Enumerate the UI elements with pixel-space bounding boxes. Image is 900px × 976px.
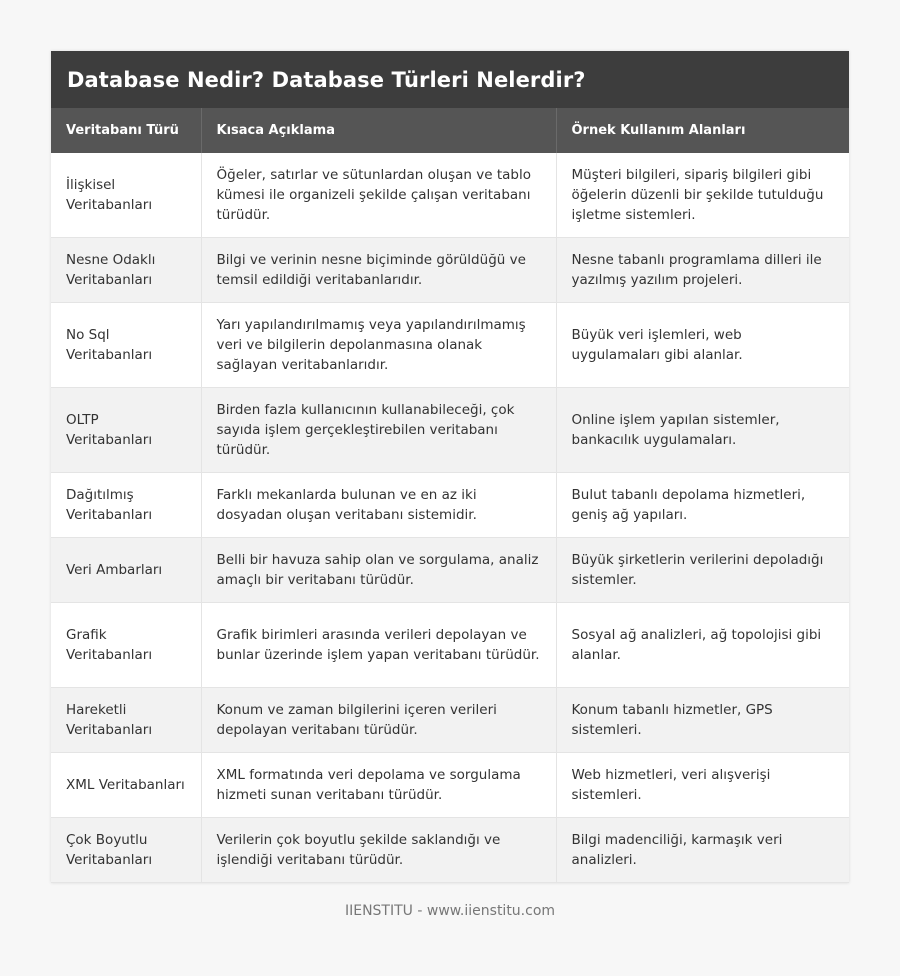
cell-description: Yarı yapılandırılmamış veya yapılandırılmamış veri ve bilgilerin depolanmasına olanak sağlayan veritabanlarıdır. <box>201 303 556 388</box>
cell-description: Öğeler, satırlar ve sütunlardan oluşan ve tablo kümesi ile organizeli şekilde çalışan veritabanı türüdür. <box>201 153 556 238</box>
cell-usage: Sosyal ağ analizleri, ağ topolojisi gibi alanlar. <box>556 603 849 688</box>
cell-description: XML formatında veri depolama ve sorgulama hizmeti sunan veritabanı türüdür. <box>201 753 556 818</box>
cell-usage: Web hizmetleri, veri alışverişi sistemleri. <box>556 753 849 818</box>
page-title: Database Nedir? Database Türleri Nelerdir? <box>67 67 586 92</box>
cell-usage: Bilgi madenciliği, karmaşık veri analizleri. <box>556 818 849 883</box>
cell-description: Farklı mekanlarda bulunan ve en az iki dosyadan oluşan veritabanı sistemidir. <box>201 473 556 538</box>
cell-usage: Konum tabanlı hizmetler, GPS sistemleri. <box>556 688 849 753</box>
table-row <box>51 753 849 818</box>
cell-description: Grafik birimleri arasında verileri depolayan ve bunlar üzerinde işlem yapan veritabanı türüdür. <box>201 603 556 688</box>
cell-description: Verilerin çok boyutlu şekilde saklandığı ve işlendiği veritabanı türüdür. <box>201 818 556 883</box>
table-row <box>51 818 849 883</box>
cell-type: Hareketli Veritabanları <box>51 688 201 753</box>
table-header-row <box>51 108 849 153</box>
table-row <box>51 303 849 388</box>
table-row <box>51 688 849 753</box>
cell-type: Çok Boyutlu Veritabanları <box>51 818 201 883</box>
table-row <box>51 238 849 303</box>
table-row <box>51 538 849 603</box>
cell-usage: Büyük şirketlerin verilerini depoladığı sistemler. <box>556 538 849 603</box>
cell-type: XML Veritabanları <box>51 753 201 818</box>
cell-description: Konum ve zaman bilgilerini içeren verileri depolayan veritabanı türüdür. <box>201 688 556 753</box>
cell-type: OLTP Veritabanları <box>51 388 201 473</box>
cell-usage: Bulut tabanlı depolama hizmetleri, geniş ağ yapıları. <box>556 473 849 538</box>
footer-credit: IIENSTITU - www.iienstitu.com <box>344 903 556 919</box>
cell-usage: Müşteri bilgileri, sipariş bilgileri gibi öğelerin düzenli bir şekilde tutulduğu işletme sistemleri. <box>556 153 849 238</box>
cell-type: Grafik Veritabanları <box>51 603 201 688</box>
cell-description: Birden fazla kullanıcının kullanabileceği, çok sayıda işlem gerçekleştirebilen veritabanı türüdür. <box>201 388 556 473</box>
cell-type: Veri Ambarları <box>51 538 201 603</box>
column-header-usage: Örnek Kullanım Alanları <box>556 108 849 153</box>
title-bar <box>51 51 849 108</box>
cell-usage: Büyük veri işlemleri, web uygulamaları gibi alanlar. <box>556 303 849 388</box>
database-types-table <box>51 108 849 883</box>
cell-usage: Online işlem yapılan sistemler, bankacılık uygulamaları. <box>556 388 849 473</box>
cell-description: Bilgi ve verinin nesne biçiminde görüldüğü ve temsil edildiği veritabanlarıdır. <box>201 238 556 303</box>
table-row <box>51 153 849 238</box>
table-row <box>51 603 849 688</box>
cell-type: Nesne Odaklı Veritabanları <box>51 238 201 303</box>
cell-usage: Nesne tabanlı programlama dilleri ile yazılmış yazılım projeleri. <box>556 238 849 303</box>
cell-description: Belli bir havuza sahip olan ve sorgulama, analiz amaçlı bir veritabanı türüdür. <box>201 538 556 603</box>
column-header-description: Kısaca Açıklama <box>201 108 556 153</box>
cell-type: Dağıtılmış Veritabanları <box>51 473 201 538</box>
cell-type: İlişkisel Veritabanları <box>51 153 201 238</box>
table-row <box>51 388 849 473</box>
cell-type: No Sql Veritabanları <box>51 303 201 388</box>
content-card <box>51 51 849 883</box>
table-row <box>51 473 849 538</box>
column-header-type: Veritabanı Türü <box>51 108 201 153</box>
